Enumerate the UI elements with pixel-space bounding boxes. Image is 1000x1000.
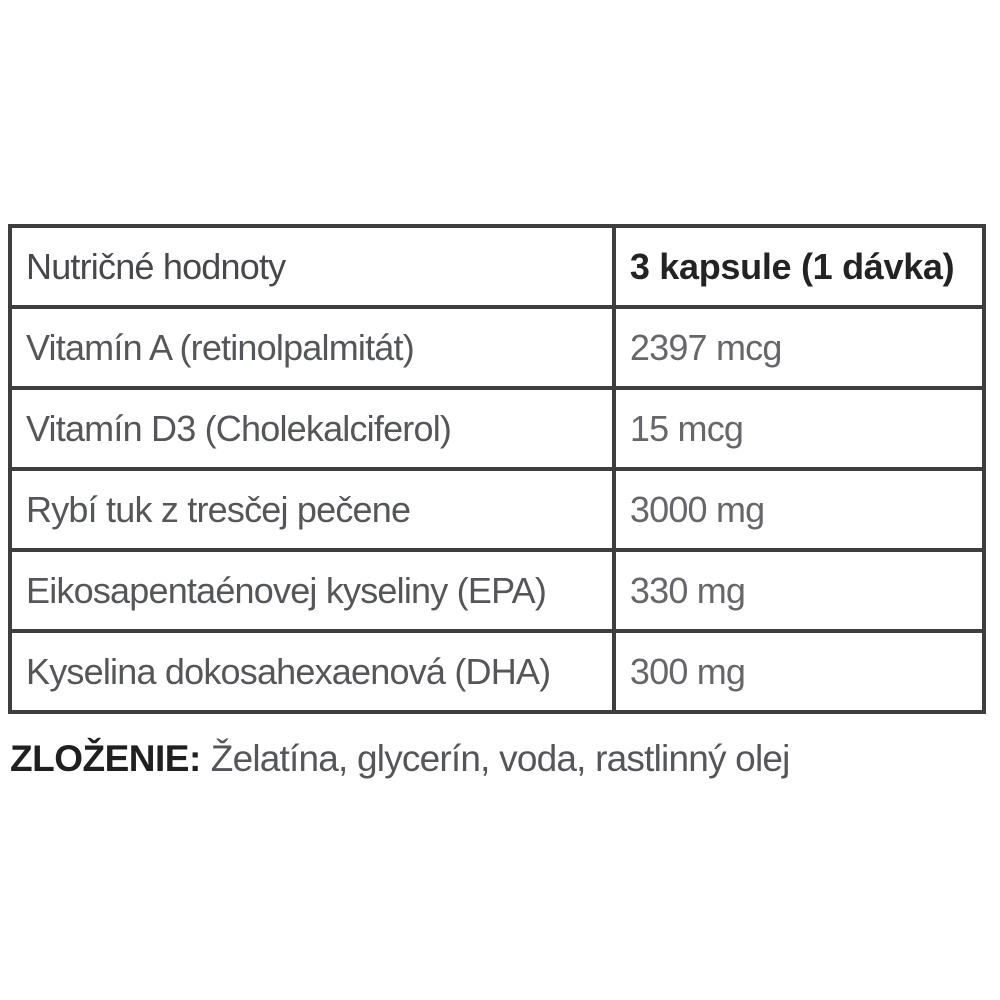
- table-row: [10, 550, 984, 631]
- nutrient-value: 330 mg: [614, 550, 984, 631]
- nutrient-label: Eikosapentaénovej kyseliny (EPA): [10, 550, 614, 631]
- nutrient-value: 3000 mg: [614, 469, 984, 550]
- nutrient-value: 2397 mcg: [614, 307, 984, 388]
- table-row: [10, 388, 984, 469]
- table-row: [10, 631, 984, 712]
- table-header-nutrients: Nutričné hodnoty: [10, 226, 614, 307]
- nutrition-facts-table: [8, 224, 986, 714]
- composition-line: [10, 738, 990, 780]
- nutrient-label: Vitamín A (retinolpalmitát): [10, 307, 614, 388]
- nutrient-value: 15 mcg: [614, 388, 984, 469]
- table-header-row: [10, 226, 984, 307]
- nutrient-label: Rybí tuk z tresčej pečene: [10, 469, 614, 550]
- nutrient-label: Vitamín D3 (Cholekalciferol): [10, 388, 614, 469]
- composition-heading: ZLOŽENIE:: [10, 738, 201, 779]
- table-row: [10, 469, 984, 550]
- nutrient-label: Kyselina dokosahexaenová (DHA): [10, 631, 614, 712]
- nutrient-value: 300 mg: [614, 631, 984, 712]
- composition-ingredients: Želatína, glycerín, voda, rastlinný olej: [210, 738, 790, 779]
- table-header-serving: 3 kapsule (1 dávka): [614, 226, 984, 307]
- table-row: [10, 307, 984, 388]
